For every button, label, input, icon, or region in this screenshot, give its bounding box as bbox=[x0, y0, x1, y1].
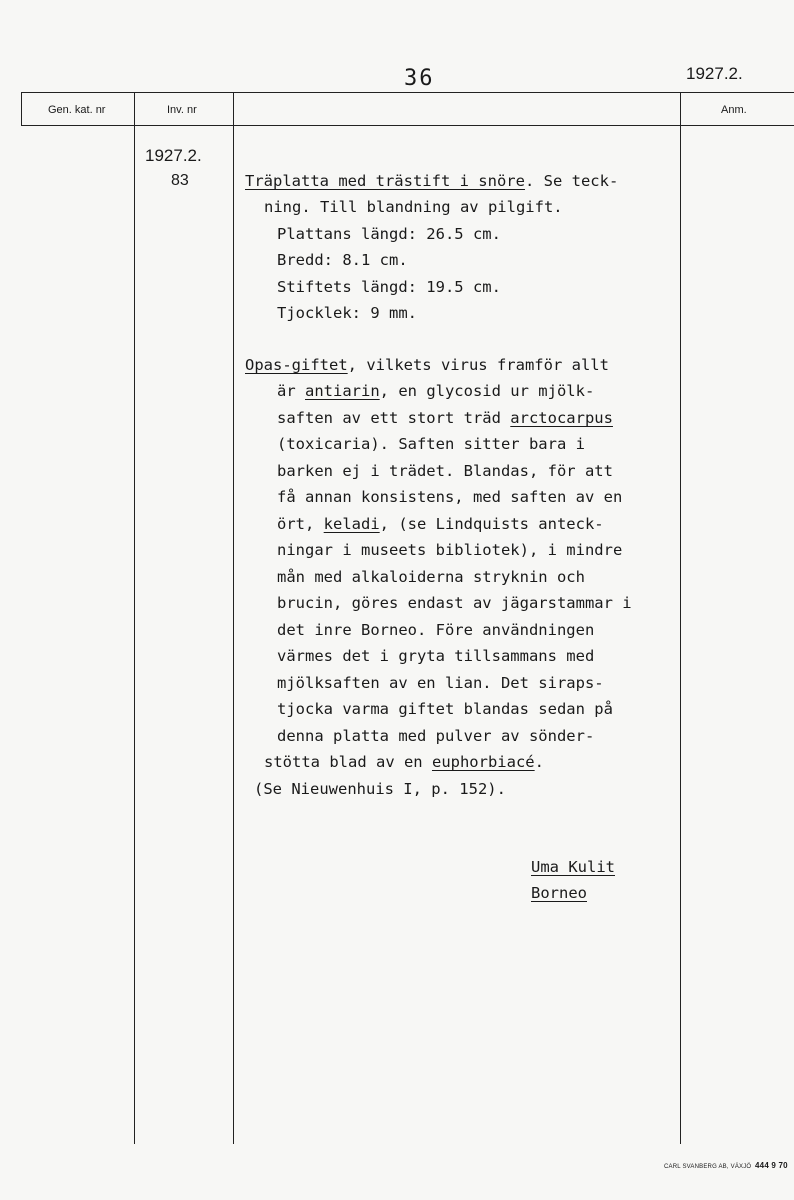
poison-paragraph-line: barken ej i trädet. Blandas, för att bbox=[277, 462, 613, 480]
left-border bbox=[21, 92, 22, 126]
poison-paragraph-line: denna platta med pulver av sönder- bbox=[277, 727, 595, 745]
poison-paragraph-line: saften av ett stort träd arctocarpus bbox=[277, 409, 613, 427]
column-divider-3 bbox=[680, 92, 681, 1144]
object-title: Träplatta med trästift i snöre bbox=[245, 172, 525, 190]
poison-paragraph-line: ört, keladi, (se Lindquists anteck- bbox=[277, 515, 604, 533]
title-continuation: . Se teck- bbox=[524, 172, 619, 190]
measurement-length: Plattans längd: 26.5 cm. bbox=[277, 225, 501, 243]
poison-paragraph-line: få annan konsistens, med saften av en bbox=[277, 488, 623, 506]
page-number: 36 bbox=[404, 66, 435, 91]
column-divider-1 bbox=[134, 92, 135, 1144]
catalog-reference: 1927.2. bbox=[686, 64, 743, 83]
entry-title-line bbox=[245, 168, 618, 195]
poison-paragraph-line: det inre Borneo. Före användningen bbox=[277, 621, 595, 639]
origin-people: Uma Kulit bbox=[531, 858, 615, 876]
poison-paragraph-line: (toxicaria). Saften sitter bara i bbox=[277, 435, 585, 453]
header-bottom-rule bbox=[22, 125, 794, 126]
term-keladi: keladi bbox=[323, 515, 380, 533]
column-header-gen-kat: Gen. kat. nr bbox=[48, 104, 106, 116]
reference-citation: (Se Nieuwenhuis I, p. 152). bbox=[254, 780, 506, 798]
poison-paragraph-line: tjocka varma giftet blandas sedan på bbox=[277, 700, 613, 718]
origin-place: Borneo bbox=[531, 884, 587, 902]
measurement-thickness: Tjocklek: 9 mm. bbox=[277, 304, 417, 322]
printer-imprint: CARL SVANBERG AB, VÄXJÖ 444 9 70 bbox=[664, 1161, 788, 1170]
poison-paragraph-line: brucin, göres endast av jägarstammar i bbox=[277, 594, 632, 612]
poison-paragraph-line: ningar i museets bibliotek), i mindre bbox=[277, 541, 623, 559]
inventory-prefix: 1927.2. bbox=[145, 146, 202, 165]
poison-paragraph-line: mån med alkaloiderna stryknin och bbox=[277, 568, 585, 586]
column-header-anm: Anm. bbox=[721, 104, 747, 116]
poison-paragraph-line: mjölksaften av en lian. Det siraps- bbox=[277, 674, 604, 692]
measurement-stick-length: Stiftets längd: 19.5 cm. bbox=[277, 278, 501, 296]
term-antiarin: antiarin bbox=[305, 382, 380, 400]
description-line: ning. Till blandning av pilgift. bbox=[264, 198, 563, 216]
term-arctocarpus: arctocarpus bbox=[510, 409, 613, 427]
inventory-number: 83 bbox=[171, 172, 189, 189]
poison-paragraph-line: är antiarin, en glycosid ur mjölk- bbox=[277, 382, 595, 400]
column-header-inv: Inv. nr bbox=[167, 104, 197, 116]
header-top-rule bbox=[22, 92, 794, 93]
column-divider-2 bbox=[233, 92, 234, 1144]
poison-paragraph-line: värmes det i gryta tillsammans med bbox=[277, 647, 595, 665]
term-euphorbiace: euphorbiacé bbox=[431, 753, 535, 771]
term-opas-giftet: Opas-giftet bbox=[245, 356, 348, 374]
poison-paragraph-line: Opas-giftet, vilkets virus framför allt bbox=[245, 356, 609, 374]
measurement-width: Bredd: 8.1 cm. bbox=[277, 251, 408, 269]
poison-paragraph-line: stötta blad av en euphorbiacé. bbox=[264, 753, 544, 771]
